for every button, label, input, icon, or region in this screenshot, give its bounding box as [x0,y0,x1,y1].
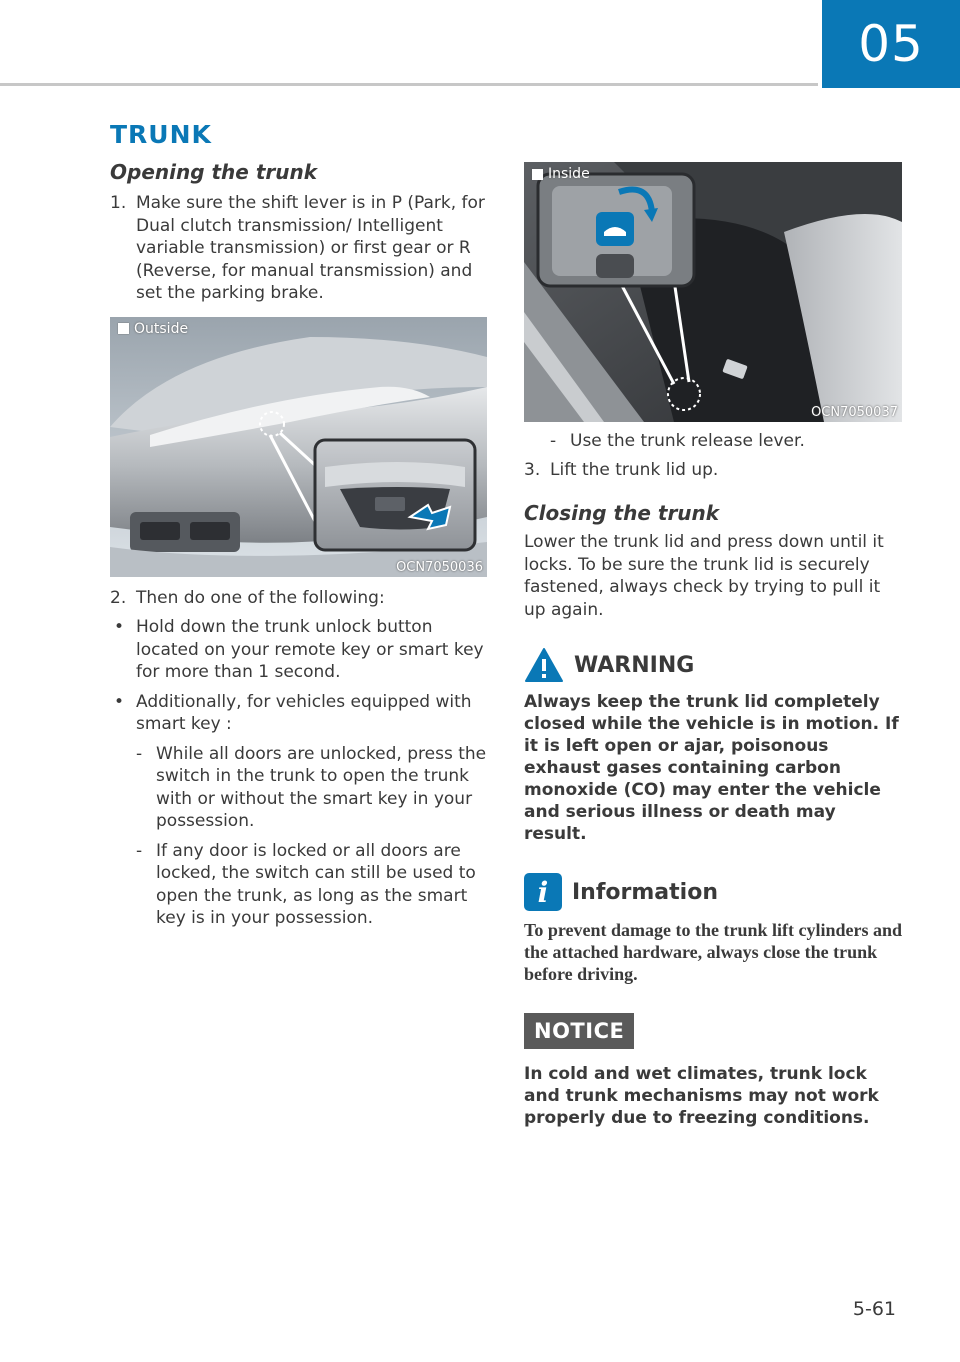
step-1 [110,192,488,305]
step-3-text: Lift the trunk lid up. [550,459,719,480]
opening-heading: Opening the trunk [110,160,318,184]
closing-text: Lower the trunk lid and press down until it locks. To be sure the trunk lid is securely fastened, always check by trying to pull it up again. [524,532,884,620]
figure-outside [110,317,487,577]
bullet-2 [110,691,488,736]
dash-icon: - [136,840,143,861]
information-heading [524,873,904,911]
dash-icon: - [550,431,557,451]
dash-3 [524,430,904,453]
bullet-icon: • [114,617,125,637]
bullet-2-text: Additionally, for vehicles equipped with smart key : [136,691,472,734]
dash-1 [110,743,488,833]
warning-triangle-icon [524,647,564,683]
information-title: Information [572,879,718,905]
header-rule [0,83,818,86]
bullet-icon: • [114,691,125,712]
notice-text: In cold and wet climates, trunk lock and trunk mechanisms may not work properly due to freezing conditions. [524,1064,879,1128]
dash-3-text: Use the trunk release lever. [570,431,805,451]
warning-text: Always keep the trunk lid completely closed while the vehicle is in motion. If it is left open or ajar, poisonous exhaust gases containing carbon monoxide (CO) may enter the vehicle and serious illness or death may result. [524,692,899,844]
step-1-text: Make sure the shift lever is in P (Park, for Dual clutch transmission/ Intelligent variable transmission) or first gear or R (Reverse, for manual transmission) and set the parking brake. [136,193,485,303]
closing-heading: Closing the trunk [524,501,720,525]
square-marker-icon [532,169,543,180]
step-2 [110,587,488,610]
page-number: 5-61 [852,1298,896,1320]
dash-icon: - [136,743,143,764]
dash-2 [110,840,488,930]
warning-title: WARNING [574,652,695,678]
square-marker-icon [118,323,129,334]
step-1-number: 1. [110,193,127,213]
trunk-outside-illustration [110,317,487,577]
step-3-number: 3. [524,459,541,480]
figure-outside-label: Outside [118,321,188,337]
notice-title: NOTICE [524,1013,634,1049]
figure-inside-label: Inside [532,166,590,182]
warning-heading [524,647,904,683]
figure-inside [524,162,902,422]
section-title: TRUNK [110,120,212,149]
dash-2-text: If any door is locked or all doors are locked, the switch can still be used to open the trunk, as long as the smart key is in your possession. [156,840,476,928]
step-3 [524,459,904,482]
dash-1-text: While all doors are unlocked, press the switch in the trunk to open the trunk with or without the smart key in your possession. [156,743,487,831]
figure-inside-code: OCN7050037 [811,405,898,420]
information-text: To prevent damage to the trunk lift cylinders and the attached hardware, always close the trunk before driving. [524,920,903,984]
bullet-1 [110,616,488,684]
right-column [524,160,904,1129]
trunk-inside-illustration [524,162,902,422]
bullet-1-text: Hold down the trunk unlock button located on your remote key or smart key for more than 1 second. [136,617,484,682]
left-column [110,160,488,930]
info-icon: i [524,873,562,911]
chapter-number: 05 [822,0,960,88]
step-2-text: Then do one of the following: [136,587,385,608]
step-2-number: 2. [110,587,127,608]
figure-outside-code: OCN7050036 [396,559,483,575]
notice-heading-wrap [524,1013,904,1049]
